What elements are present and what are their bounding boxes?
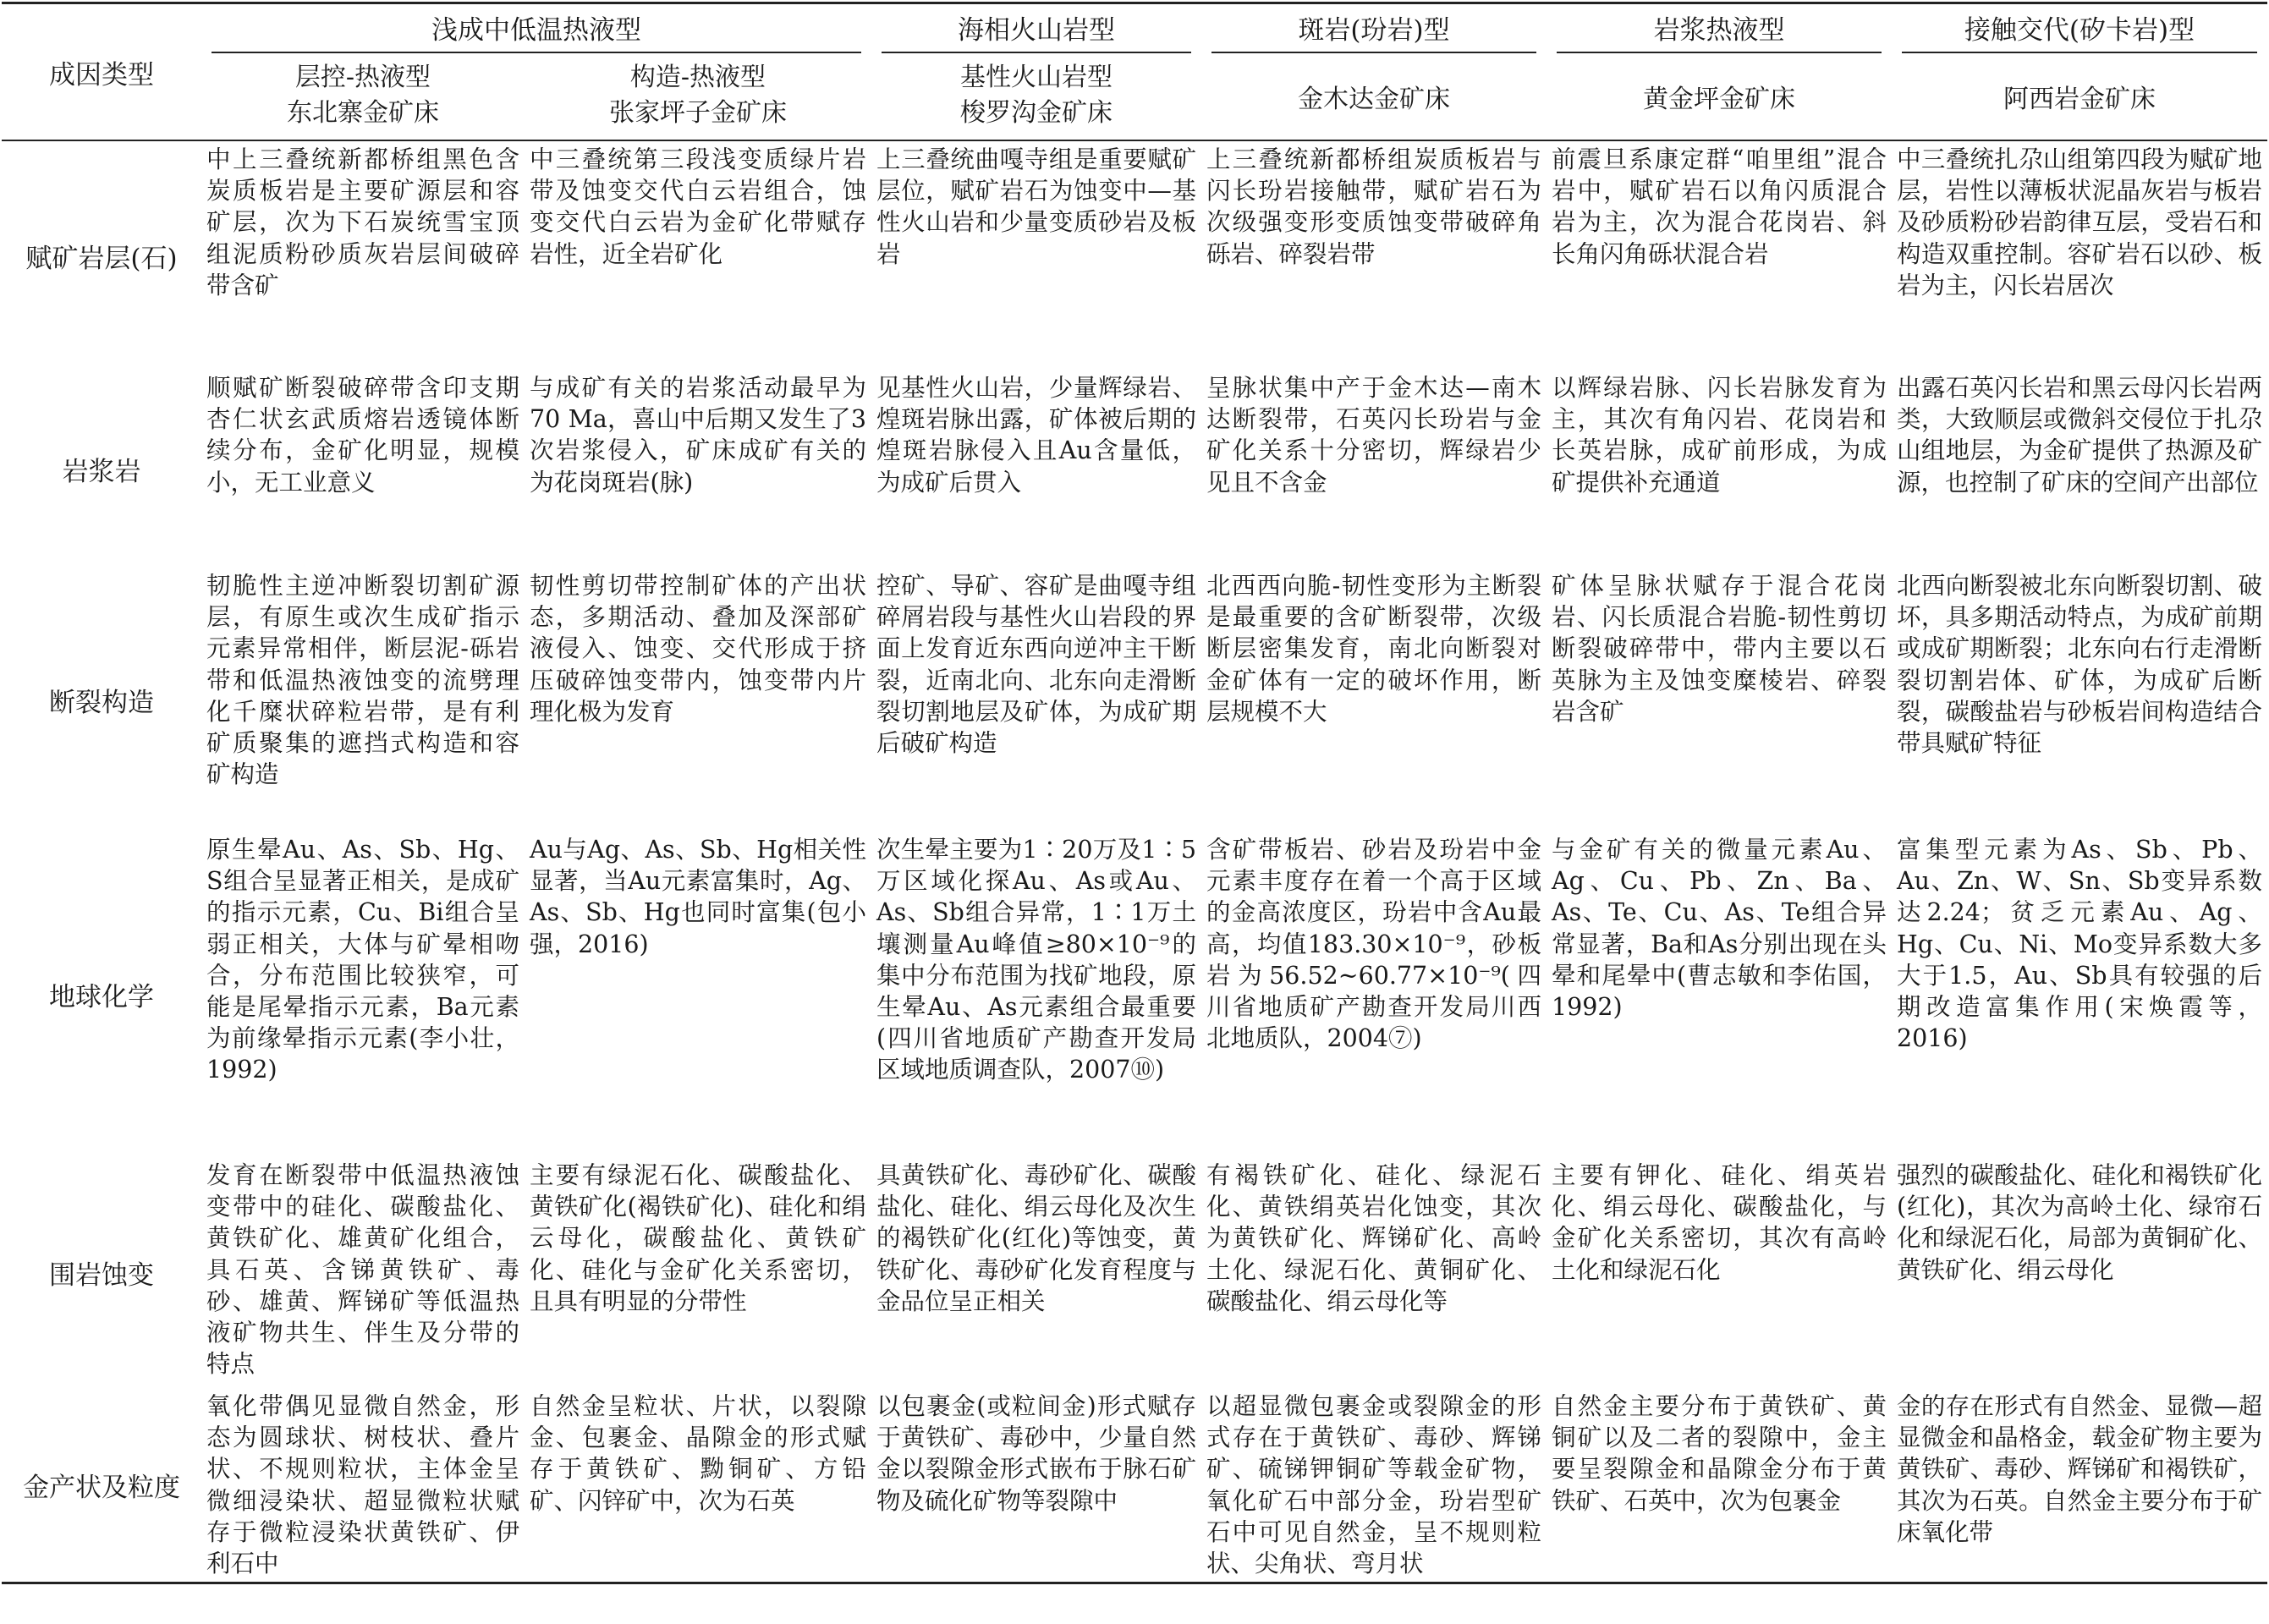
table-cell: 见基性火山岩，少量辉绿岩、煌斑岩脉出露，矿体被后期的煌斑岩脉侵入且Au含量低，为成矿后贯入 <box>876 374 1196 497</box>
table-cell: 顺赋矿断裂破碎带含印支期杏仁状玄武质熔岩透镜体断续分布，金矿化明显，规模小，无工业意义 <box>206 374 519 497</box>
row-label: 岩浆岩 <box>62 456 141 487</box>
table-cell: 前震旦系康定群“咱里组”混合岩中，赋矿岩石以角闪质混合岩为主，次为混合花岗岩、斜长角闪角砾状混合岩 <box>1552 145 1887 268</box>
table-cell: 强烈的碳酸盐化、硅化和褐铁矿化(红化)，其次为高岭土化、绿帘石化和绿泥石化，局部为黄铜矿化、黄铁矿化、绢云母化 <box>1897 1161 2262 1284</box>
row-label: 赋矿岩层(石) <box>25 243 178 274</box>
group-header-label: 接触交代(矽卡岩)型 <box>1902 8 2257 53</box>
table-cell: 自然金主要分布于黄铁矿、黄铜矿以及二者的裂隙中，金主要呈裂隙金和晶隙金分布于黄铁矿、石英中，次为包裹金 <box>1547 1388 1892 1583</box>
table-cell: 韧脆性主逆冲断裂切割矿源层，有原生或次生成矿指示元素异常相伴，断层泥-砾岩带和低温热液蚀变的流劈理化千糜状碎粒岩带，是有利矿质聚集的遮挡式构造和容矿构造 <box>206 572 519 789</box>
table-cell: 上三叠统曲嘎寺组是重要赋矿层位，赋矿岩石为蚀变中—基性火山岩和少量变质砂岩及板岩 <box>876 145 1196 268</box>
subtype-deposit: 东北寨金矿床 <box>287 98 439 128</box>
ore-genesis-comparison-table <box>2 2 2267 1584</box>
subtype-header-huangjinping <box>1547 57 1892 140</box>
table-row-fault-structure <box>2 568 2267 831</box>
table-cell: 主要有钾化、硅化、绢英岩化、绢云母化、碳酸盐化，与金矿化关系密切，其次有高岭土化和绿泥石化 <box>1552 1161 1887 1284</box>
row-label: 金产状及粒度 <box>2 1388 201 1583</box>
subtype-type: 层控-热液型 <box>294 63 431 92</box>
table-cell: 氧化带偶见显微自然金，形态为圆球状、树枝状、叠片状、不规则粒状，主体金呈微细浸染状、超显微粒状赋存于微粒浸染状黄铁矿、伊利石中 <box>201 1388 525 1583</box>
genesis-type-header: 成因类型 <box>2 3 201 141</box>
group-header-shallow-epithermal <box>201 3 871 58</box>
table-cell: 韧性剪切带控制矿体的产出状态，多期活动、叠加及深部矿液侵入、蚀变、交代形成于挤压破碎蚀变带内，蚀变带内片理化极为发育 <box>530 572 866 726</box>
table-cell: 原生晕Au、As、Sb、Hg、S组合呈显著正相关，是成矿的指示元素，Cu、Bi组合呈弱正相关，大体与矿晕相吻合，分布范围比较狭窄，可能是尾晕指示元素，Ba元素为前缘晕指示元素(李小壮，1992) <box>206 836 519 1084</box>
subtype-header-zhangjiapingzi <box>525 57 871 140</box>
group-header-label: 海相火山岩型 <box>882 8 1191 53</box>
group-header-label: 斑岩(玢岩)型 <box>1211 8 1536 53</box>
group-header-label: 浅成中低温热液型 <box>212 8 861 53</box>
table-cell: 上三叠统新都桥组炭质板岩与闪长玢岩接触带，赋矿岩石为次级强变形变质蚀变带破碎角砾岩、碎裂岩带 <box>1206 145 1541 268</box>
subtype-deposit: 黄金坪金矿床 <box>1643 85 1795 114</box>
group-header-porphyry <box>1201 3 1547 58</box>
row-label: 断裂构造 <box>49 687 154 718</box>
row-label: 地球化学 <box>49 982 154 1012</box>
group-header-marine-volcanic <box>871 3 1201 58</box>
subtype-header-axiyan <box>1892 57 2267 140</box>
table-cell: 以包裹金(或粒间金)形式赋存于黄铁矿、毒砂中，少量自然金以裂隙金形式嵌布于脉石矿物及硫化矿物等裂隙中 <box>871 1388 1201 1583</box>
table-cell: 矿体呈脉状赋存于混合花岗岩、闪长质混合岩脆-韧性剪切断裂破碎带中，带内主要以石英脉为主及蚀变糜棱岩、碎裂岩含矿 <box>1552 572 1887 726</box>
table-cell: 具黄铁矿化、毒砂矿化、碳酸盐化、硅化、绢云母化及次生的褐铁矿化(红化)等蚀变，黄铁矿化、毒砂矿化发育程度与金品位呈正相关 <box>876 1161 1196 1315</box>
table-row-magmatic-rock <box>2 370 2267 568</box>
subtype-header-dongbeizhai <box>201 57 525 140</box>
table-cell: 出露石英闪长岩和黑云母闪长岩两类，大致顺层或微斜交侵位于扎尕山组地层，为金矿提供了热源及矿源，也控制了矿床的空间产出部位 <box>1897 374 2262 497</box>
table-cell: 北西西向脆-韧性变形为主断裂是最重要的含矿断裂带，次级断层密集发育，南北向断裂对金矿体有一定的破坏作用，断层规模不大 <box>1206 572 1541 726</box>
table-cell: 次生晕主要为1∶20万及1∶5万区域化探Au、As或Au、As、Sb组合异常，1∶1万土壤测量Au峰值≥80×10⁻⁹的集中分布范围为找矿地段，原生晕Au、As元素组合最重要(四川省地质矿产勘查开发局区域地质调查队，2007⑩) <box>876 836 1196 1084</box>
table-cell: 以辉绿岩脉、闪长岩脉发育为主，其次有角闪岩、花岗岩和长英岩脉，成矿前形成，为成矿提供补充通道 <box>1552 374 1887 497</box>
table-cell: 自然金呈粒状、片状，以裂隙金、包裹金、晶隙金的形式赋存于黄铁矿、黝铜矿、方铅矿、闪锌矿中，次为石英 <box>525 1388 871 1583</box>
table-row-host-rock <box>2 140 2267 370</box>
table-cell: 与金矿有关的微量元素Au、Ag、Cu、Pb、Zn、Ba、As、Te、Cu、As、Te组合异常显著，Ba和As分别出现在头晕和尾晕中(曹志敏和李佑国，1992) <box>1552 836 1887 1022</box>
subtype-header-jinmuda <box>1201 57 1547 140</box>
table-cell: 主要有绿泥石化、碳酸盐化、黄铁矿化(褐铁矿化)、硅化和绢云母化，碳酸盐化、黄铁矿化、硅化与金矿化关系密切，且具有明显的分带性 <box>530 1161 866 1315</box>
table-cell: 富集型元素为As、Sb、Pb、Au、Zn、W、Sn、Sb变异系数达2.24；贫乏元素Au、Ag、Hg、Cu、Ni、Mo变异系数大多大于1.5，Au、Sb具有较强的后期改造富集作用(宋焕霞等，2016) <box>1897 836 2262 1053</box>
table-cell: 含矿带板岩、砂岩及玢岩中金元素丰度存在着一个高于区域的金高浓度区，玢岩中含Au最高，均值183.30×10⁻⁹，砂板岩为56.52~60.77×10⁻⁹(四川省地质矿产勘查开发局川西北地质队，2004⑦) <box>1206 836 1541 1053</box>
geology-table-container <box>2 2 2267 1584</box>
group-header-skarn <box>1892 3 2267 58</box>
table-cell: 中三叠统第三段浅变质绿片岩带及蚀变交代白云岩组合，蚀变交代白云岩为金矿化带赋存岩性，近全岩矿化 <box>530 145 866 268</box>
table-cell: 以超显微包裹金或裂隙金的形式存在于黄铁矿、毒砂、辉锑矿、硫锑钾铜矿等载金矿物，氧化矿石中部分金，玢岩型矿石中可见自然金，呈不规则粒状、尖角状、弯月状 <box>1201 1388 1547 1583</box>
header-row-deposits <box>2 57 2267 140</box>
subtype-deposit: 金木达金矿床 <box>1298 85 1450 114</box>
table-row-wallrock-alteration <box>2 1157 2267 1388</box>
table-cell: 有褐铁矿化、硅化、绿泥石化、黄铁绢英岩化蚀变，其次为黄铁矿化、辉锑矿化、高岭土化、绿泥石化、黄铜矿化、碳酸盐化、绢云母化等 <box>1206 1161 1541 1315</box>
subtype-deposit: 张家坪子金矿床 <box>609 98 787 128</box>
subtype-deposit: 梭罗沟金矿床 <box>960 98 1113 128</box>
table-cell: 与成矿有关的岩浆活动最早为70 Ma，喜山中后期又发生了3次岩浆侵入，矿床成矿有关的为花岗斑岩(脉) <box>530 374 866 497</box>
table-cell: 控矿、导矿、容矿是曲嘎寺组碎屑岩段与基性火山岩段的界面上发育近东西向逆冲主干断裂，近南北向、北东向走滑断裂切割地层及矿体，为成矿期后破矿构造 <box>876 572 1196 758</box>
group-header-magmatic-hydrothermal <box>1547 3 1892 58</box>
subtype-header-suoluogou <box>871 57 1201 140</box>
table-cell: 发育在断裂带中低温热液蚀变带中的硅化、碳酸盐化、黄铁矿化、雄黄矿化组合，具石英、含锑黄铁矿、毒砂、雄黄、辉锑矿等低温热液矿物共生、伴生及分带的特点 <box>206 1161 519 1379</box>
header-row-groups <box>2 3 2267 58</box>
table-cell: 北西向断裂被北东向断裂切割、破坏，具多期活动特点，为成矿前期或成矿期断裂；北东向右行走滑断裂切割岩体、矿体，为成矿后断裂，碳酸盐岩与砂板岩间构造结合带具赋矿特征 <box>1897 572 2262 758</box>
row-label: 围岩蚀变 <box>49 1260 154 1291</box>
group-header-label: 岩浆热液型 <box>1557 8 1882 53</box>
subtype-deposit: 阿西岩金矿床 <box>2003 85 2156 114</box>
subtype-type: 基性火山岩型 <box>960 63 1113 92</box>
subtype-type: 构造-热液型 <box>629 63 766 92</box>
table-cell: 中三叠统扎尕山组第四段为赋矿地层，岩性以薄板状泥晶灰岩与板岩及砂质粉砂岩韵律互层，受岩石和构造双重控制。容矿岩石以砂、板岩为主，闪长岩居次 <box>1897 145 2262 299</box>
table-row-gold-occurrence <box>2 1388 2267 1583</box>
table-cell: 金的存在形式有自然金、显微—超显微金和晶格金，载金矿物主要为黄铁矿、毒砂、辉锑矿和褐铁矿，其次为石英。自然金主要分布于矿床氧化带 <box>1892 1388 2267 1583</box>
table-cell: 呈脉状集中产于金木达—南木达断裂带，石英闪长玢岩与金矿化关系十分密切，辉绿岩少见且不含金 <box>1206 374 1541 497</box>
table-cell: 中上三叠统新都桥组黑色含炭质板岩是主要矿源层和容矿层，次为下石炭统雪宝顶组泥质粉砂质灰岩层间破碎带含矿 <box>206 145 519 299</box>
table-row-geochemistry <box>2 831 2267 1157</box>
table-cell: Au与Ag、As、Sb、Hg相关性显著，当Au元素富集时，Ag、As、Sb、Hg也同时富集(包小强，2016) <box>530 836 866 958</box>
